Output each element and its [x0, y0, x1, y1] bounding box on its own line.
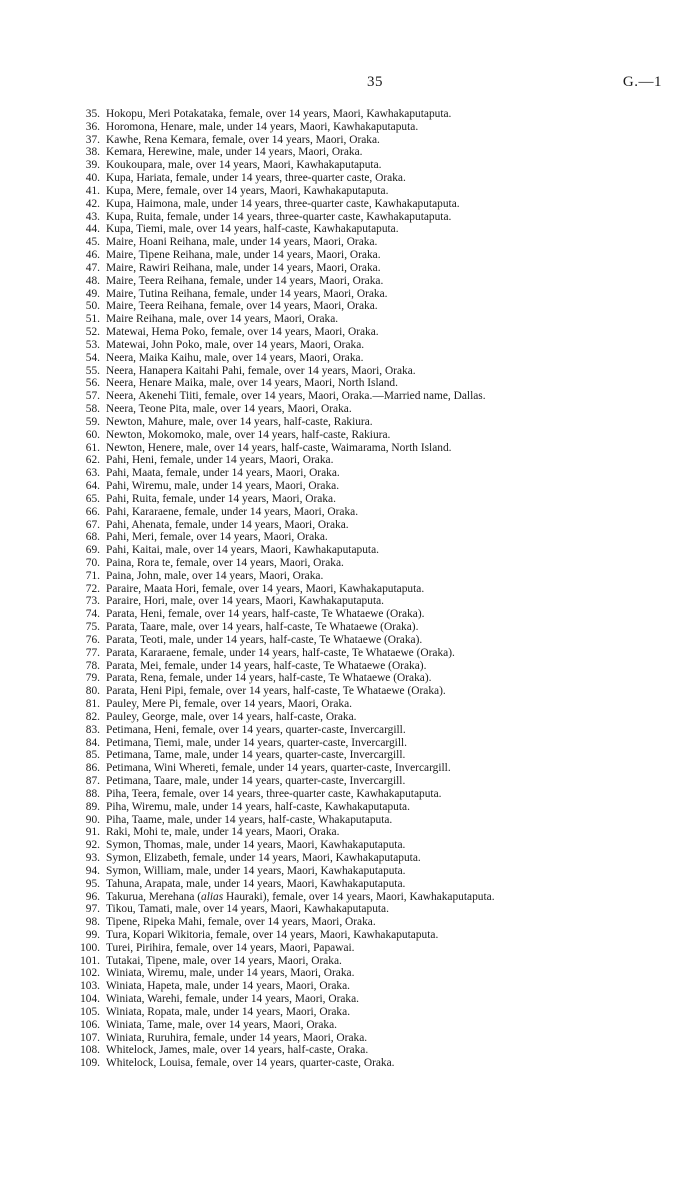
entry-text-part: Takurua, Merehana (: [106, 890, 202, 903]
entry-text: Winiata, Ruruhira, female, under 14 years, Maori, Oraka.: [106, 1031, 368, 1044]
register-entry: [0, 967, 700, 980]
register-entry: [0, 121, 700, 134]
entry-number: 35.: [85, 108, 100, 120]
entry-number: 51.: [85, 313, 100, 326]
entry-number: 49.: [85, 287, 100, 300]
entry-number: 38.: [85, 146, 100, 159]
entry-text: Parata, Rena, female, under 14 years, half-caste, Te Whataewe (Oraka).: [106, 672, 432, 685]
register-entry: [0, 852, 700, 865]
entry-number: 65.: [85, 492, 100, 505]
entry-number: 52.: [85, 326, 100, 339]
register-entry: [0, 685, 700, 698]
register-entry: [0, 300, 700, 313]
entry-text: Pauley, Mere Pi, female, over 14 years, Maori, Oraka.: [106, 698, 352, 711]
entry-number: 76.: [85, 633, 100, 646]
entry-number: 77.: [85, 646, 100, 659]
entry-text: Pahi, Kaitai, male, over 14 years, Maori, Kawhakaputaputa.: [106, 544, 379, 557]
entry-number: 75.: [85, 621, 100, 634]
entry-number: 59.: [85, 415, 100, 428]
register-entry: [0, 878, 700, 891]
entry-text: Kupa, Mere, female, over 14 years, Maori, Kawhakaputaputa.: [106, 184, 389, 197]
register-entry: [0, 865, 700, 878]
register-entry: [0, 211, 700, 224]
entry-number: 36.: [85, 120, 100, 133]
entry-text: Maire, Tutina Reihana, female, under 14 years, Maori, Oraka.: [106, 287, 388, 300]
page-reference: G.—1: [622, 74, 662, 90]
entry-number: 105.: [80, 1005, 100, 1018]
entry-number: 63.: [85, 467, 100, 480]
entry-number: 96.: [85, 890, 100, 903]
entry-text: [106, 891, 495, 904]
register-entry: [0, 377, 700, 390]
entry-number: 73.: [85, 595, 100, 608]
register-entry: [0, 634, 700, 647]
entry-text: Maire, Rawiri Reihana, male, under 14 years, Maori, Oraka.: [106, 261, 381, 274]
entry-text: Petimana, Heni, female, over 14 years, quarter-caste, Invercargill.: [106, 723, 406, 736]
register-entry: [0, 788, 700, 801]
entry-number: 41.: [85, 184, 100, 197]
entry-number: 74.: [85, 608, 100, 621]
entry-number: 81.: [85, 698, 100, 711]
entry-text-italic: alias: [201, 890, 224, 903]
entry-number: 48.: [85, 274, 100, 287]
register-entry: [0, 826, 700, 839]
register-entry: [0, 313, 700, 326]
entry-text: Matewai, John Poko, male, over 14 years, Maori, Oraka.: [106, 338, 365, 351]
entry-number: 72.: [85, 582, 100, 595]
entry-number: 86.: [85, 762, 100, 775]
entry-number: 62.: [85, 454, 100, 467]
register-entry: [0, 801, 700, 814]
entry-number: 64.: [85, 480, 100, 493]
entry-number: 90.: [85, 813, 100, 826]
entry-number: 70.: [85, 556, 100, 569]
register-entry: [0, 185, 700, 198]
entry-number: 98.: [85, 916, 100, 929]
entry-text: Raki, Mohi te, male, under 14 years, Maori, Oraka.: [106, 826, 340, 839]
entry-number: 88.: [85, 787, 100, 800]
entry-number: 103.: [80, 980, 100, 993]
entry-text: Symon, William, male, under 14 years, Maori, Kawhakaputaputa.: [106, 864, 406, 877]
entry-number: 50.: [85, 300, 100, 313]
register-entry: [0, 814, 700, 827]
entry-number: 39.: [85, 159, 100, 172]
register-entry: [0, 390, 700, 403]
entry-text: Neera, Akenehi Tiiti, female, over 14 years, Maori, Oraka.—Married name, Dallas.: [106, 390, 486, 403]
register-entry: [0, 223, 700, 236]
entry-text: Kemara, Herewine, male, under 14 years, Maori, Oraka.: [106, 146, 363, 159]
entry-number: 91.: [85, 826, 100, 839]
entry-text: Whitelock, James, male, over 14 years, half-caste, Oraka.: [106, 1044, 369, 1057]
entry-number: 100.: [80, 941, 100, 954]
entry-number: 69.: [85, 544, 100, 557]
register-entry: [0, 480, 700, 493]
register-entry: [0, 711, 700, 724]
entry-number: 78.: [85, 659, 100, 672]
register-entry: [0, 403, 700, 416]
entry-number: 56.: [85, 377, 100, 390]
register-entry: [0, 159, 700, 172]
register-entry-list: [0, 108, 700, 1070]
register-entry: [0, 454, 700, 467]
entry-text: Newton, Mahure, male, over 14 years, half-caste, Rakiura.: [106, 415, 373, 428]
entry-number: 54.: [85, 351, 100, 364]
entry-number: 108.: [80, 1044, 100, 1057]
entry-text: Kupa, Haimona, male, under 14 years, three-quarter caste, Kawhakaputaputa.: [106, 197, 460, 210]
entry-number: 101.: [80, 954, 100, 967]
register-entry: [0, 672, 700, 685]
entry-number: 66.: [85, 505, 100, 518]
entry-text: Kupa, Ruita, female, under 14 years, three-quarter caste, Kawhakaputaputa.: [106, 210, 452, 223]
entry-number: 79.: [85, 672, 100, 685]
register-entry: [0, 942, 700, 955]
entry-number: 97.: [85, 903, 100, 916]
entry-number: 57.: [85, 390, 100, 403]
entry-number: 82.: [85, 710, 100, 723]
register-entry: [0, 1057, 700, 1070]
entry-number: 68.: [85, 531, 100, 544]
entry-text: Pahi, Wiremu, male, under 14 years, Maori, Oraka.: [106, 480, 340, 493]
entry-text: Piha, Teera, female, over 14 years, three-quarter caste, Kawhakaputaputa.: [106, 787, 442, 800]
register-entry: [0, 108, 700, 121]
entry-number: 45.: [85, 236, 100, 249]
entry-text: Parata, Taare, male, over 14 years, half-caste, Te Whataewe (Oraka).: [106, 621, 419, 634]
entry-number: 94.: [85, 864, 100, 877]
entry-number: 84.: [85, 736, 100, 749]
register-entry: [0, 146, 700, 159]
entry-text: Pahi, Kararaene, female, under 14 years, Maori, Oraka.: [106, 505, 359, 518]
entry-text: Neera, Teone Pita, male, over 14 years, Maori, Oraka.: [106, 403, 352, 416]
register-entry: [0, 1032, 700, 1045]
entry-text: Neera, Maika Kaihu, male, over 14 years, Maori, Oraka.: [106, 351, 364, 364]
entry-number: 40.: [85, 172, 100, 185]
register-entry: [0, 570, 700, 583]
register-entry: [0, 993, 700, 1006]
entry-number: 71.: [85, 569, 100, 582]
entry-text: Maire, Tipene Reihana, male, under 14 years, Maori, Oraka.: [106, 249, 381, 262]
register-entry: [0, 416, 700, 429]
entry-text: Petimana, Taare, male, under 14 years, quarter-caste, Invercargill.: [106, 775, 406, 788]
entry-text: Maire, Teera Reihana, female, over 14 years, Maori, Oraka.: [106, 300, 378, 313]
entry-text: Maire, Teera Reihana, female, under 14 years, Maori, Oraka.: [106, 274, 384, 287]
entry-text: Parata, Mei, female, under 14 years, half-caste, Te Whataewe (Oraka).: [106, 659, 427, 672]
page-header: [0, 74, 700, 94]
entry-text: Parata, Heni Pipi, female, over 14 years, half-caste, Te Whataewe (Oraka).: [106, 685, 446, 698]
register-entry: [0, 749, 700, 762]
register-entry: [0, 775, 700, 788]
page-number: 35: [367, 74, 383, 90]
entry-text: Symon, Thomas, male, under 14 years, Maori, Kawhakaputaputa.: [106, 839, 406, 852]
entry-text: Piha, Taame, male, under 14 years, half-caste, Whakaputaputa.: [106, 813, 393, 826]
entry-text: Paraire, Maata Hori, female, over 14 years, Maori, Kawhakaputaputa.: [106, 582, 425, 595]
entry-number: 53.: [85, 338, 100, 351]
entry-text: Paraire, Hori, male, over 14 years, Maori, Kawhakaputaputa.: [106, 595, 385, 608]
entry-text-part: Hauraki), female, over 14 years, Maori, Kawhakaputaputa.: [223, 890, 495, 903]
register-entry: [0, 262, 700, 275]
register-entry: [0, 1019, 700, 1032]
register-entry: [0, 493, 700, 506]
entry-text: Parata, Kararaene, female, under 14 years, half-caste, Te Whataewe (Oraka).: [106, 646, 455, 659]
entry-text: Kupa, Hariata, female, under 14 years, three-quarter caste, Oraka.: [106, 172, 406, 185]
register-entry: [0, 134, 700, 147]
entry-number: 46.: [85, 249, 100, 262]
entry-text: Kawhe, Rena Kemara, female, over 14 years, Maori, Oraka.: [106, 133, 380, 146]
entry-number: 107.: [80, 1031, 100, 1044]
register-entry: [0, 583, 700, 596]
register-entry: [0, 249, 700, 262]
register-entry: [0, 955, 700, 968]
entry-text: Pahi, Meri, female, over 14 years, Maori, Oraka.: [106, 531, 328, 544]
entry-text: Whitelock, Louisa, female, over 14 years, quarter-caste, Oraka.: [106, 1057, 395, 1070]
entry-number: 92.: [85, 839, 100, 852]
register-entry: [0, 172, 700, 185]
entry-text: Winiata, Tame, male, over 14 years, Maori, Oraka.: [106, 1018, 338, 1031]
entry-number: 95.: [85, 877, 100, 890]
register-entry: [0, 236, 700, 249]
register-entry: [0, 980, 700, 993]
entry-number: 99.: [85, 929, 100, 941]
entry-text: Turei, Pirihira, female, over 14 years, Maori, Papawai.: [106, 941, 355, 954]
register-entry: [0, 275, 700, 288]
register-entry: [0, 929, 700, 942]
register-entry: [0, 595, 700, 608]
entry-text: Paina, John, male, over 14 years, Maori, Oraka.: [106, 569, 324, 582]
entry-text: Paina, Rora te, female, over 14 years, Maori, Oraka.: [106, 556, 344, 569]
entry-text: Tutakai, Tipene, male, over 14 years, Maori, Oraka.: [106, 954, 342, 967]
register-entry: [0, 352, 700, 365]
entry-text: Newton, Henere, male, over 14 years, half-caste, Waimarama, North Island.: [106, 441, 452, 454]
register-entry: [0, 647, 700, 660]
register-entry: [0, 891, 700, 904]
register-entry: [0, 660, 700, 673]
register-entry: [0, 198, 700, 211]
entry-number: 58.: [85, 403, 100, 416]
entry-number: 67.: [85, 518, 100, 531]
register-entry: [0, 288, 700, 301]
register-entry: [0, 326, 700, 339]
entry-text: Horomona, Henare, male, under 14 years, Maori, Kawhakaputaputa.: [106, 120, 419, 133]
register-entry: [0, 544, 700, 557]
entry-text: Kupa, Tiemi, male, over 14 years, half-caste, Kawhakaputaputa.: [106, 223, 399, 236]
entry-number: 42.: [85, 197, 100, 210]
entry-text: Matewai, Hema Poko, female, over 14 years, Maori, Oraka.: [106, 326, 379, 339]
entry-text: Tura, Kopari Wikitoria, female, over 14 years, Maori, Kawhakaputaputa.: [106, 929, 439, 941]
register-entry: [0, 442, 700, 455]
entry-text: Parata, Heni, female, over 14 years, half-caste, Te Whataewe (Oraka).: [106, 608, 425, 621]
entry-number: 102.: [80, 967, 100, 980]
entry-text: Tahuna, Arapata, male, under 14 years, Maori, Kawhakaputaputa.: [106, 877, 406, 890]
register-entry: [0, 1044, 700, 1057]
entry-text: Petimana, Tame, male, under 14 years, quarter-caste, Invercargill.: [106, 749, 406, 762]
register-entry: [0, 839, 700, 852]
entry-text: Neera, Henare Maika, male, over 14 years, Maori, North Island.: [106, 377, 398, 390]
entry-number: 93.: [85, 852, 100, 865]
entry-text: Pahi, Heni, female, under 14 years, Maori, Oraka.: [106, 454, 334, 467]
entry-text: Parata, Teoti, male, under 14 years, half-caste, Te Whataewe (Oraka).: [106, 633, 423, 646]
entry-number: 61.: [85, 441, 100, 454]
entry-text: Pahi, Ruita, female, under 14 years, Maori, Oraka.: [106, 492, 336, 505]
entry-text: Hokopu, Meri Potakataka, female, over 14 years, Maori, Kawhakaputaputa.: [106, 108, 452, 120]
entry-number: 80.: [85, 685, 100, 698]
register-entry: [0, 339, 700, 352]
entry-text: Maire, Hoani Reihana, male, under 14 years, Maori, Oraka.: [106, 236, 378, 249]
register-entry: [0, 608, 700, 621]
register-entry: [0, 724, 700, 737]
entry-number: 44.: [85, 223, 100, 236]
entry-number: 60.: [85, 428, 100, 441]
entry-number: 104.: [80, 993, 100, 1006]
entry-number: 47.: [85, 261, 100, 274]
entry-text: Tipene, Ripeka Mahi, female, over 14 years, Maori, Oraka.: [106, 916, 376, 929]
entry-text: Petimana, Tiemi, male, under 14 years, quarter-caste, Invercargill.: [106, 736, 407, 749]
entry-number: 83.: [85, 723, 100, 736]
register-entry: [0, 365, 700, 378]
register-entry: [0, 737, 700, 750]
entry-number: 89.: [85, 800, 100, 813]
entry-text: Winiata, Wiremu, male, under 14 years, Maori, Oraka.: [106, 967, 355, 980]
register-entry: [0, 916, 700, 929]
entry-text: Symon, Elizabeth, female, under 14 years, Maori, Kawhakaputaputa.: [106, 852, 421, 865]
entry-text: Winiata, Hapeta, male, under 14 years, Maori, Oraka.: [106, 980, 351, 993]
entry-number: 37.: [85, 133, 100, 146]
entry-number: 55.: [85, 364, 100, 377]
register-entry: [0, 519, 700, 532]
entry-text: Pahi, Ahenata, female, under 14 years, Maori, Oraka.: [106, 518, 349, 531]
register-entry: [0, 1006, 700, 1019]
register-entry: [0, 506, 700, 519]
entry-text: Maire Reihana, male, over 14 years, Maori, Oraka.: [106, 313, 339, 326]
entry-number: 43.: [85, 210, 100, 223]
entry-number: 85.: [85, 749, 100, 762]
entry-text: Piha, Wiremu, male, under 14 years, half-caste, Kawhakaputaputa.: [106, 800, 410, 813]
register-entry: [0, 698, 700, 711]
entry-text: Pauley, George, male, over 14 years, half-caste, Oraka.: [106, 710, 357, 723]
register-entry: [0, 467, 700, 480]
entry-text: Tikou, Tamati, male, over 14 years, Maori, Kawhakaputaputa.: [106, 903, 389, 916]
register-entry: [0, 621, 700, 634]
register-entry: [0, 557, 700, 570]
register-entry: [0, 429, 700, 442]
entry-text: Winiata, Warehi, female, under 14 years, Maori, Oraka.: [106, 993, 360, 1006]
register-entry: [0, 903, 700, 916]
entry-number: 106.: [80, 1018, 100, 1031]
entry-number: 109.: [80, 1057, 100, 1070]
entry-number: 87.: [85, 775, 100, 788]
register-entry: [0, 762, 700, 775]
entry-text: Pahi, Maata, female, under 14 years, Maori, Oraka.: [106, 467, 340, 480]
entry-text: Newton, Mokomoko, male, over 14 years, half-caste, Rakiura.: [106, 428, 391, 441]
entry-text: Winiata, Ropata, male, under 14 years, Maori, Oraka.: [106, 1005, 351, 1018]
entry-text: Neera, Hanapera Kaitahi Pahi, female, over 14 years, Maori, Oraka.: [106, 364, 416, 377]
register-entry: [0, 531, 700, 544]
entry-text: Petimana, Wini Whereti, female, under 14 years, quarter-caste, Invercargill.: [106, 762, 451, 775]
entry-text: Koukoupara, male, over 14 years, Maori, Kawhakaputaputa.: [106, 159, 382, 172]
